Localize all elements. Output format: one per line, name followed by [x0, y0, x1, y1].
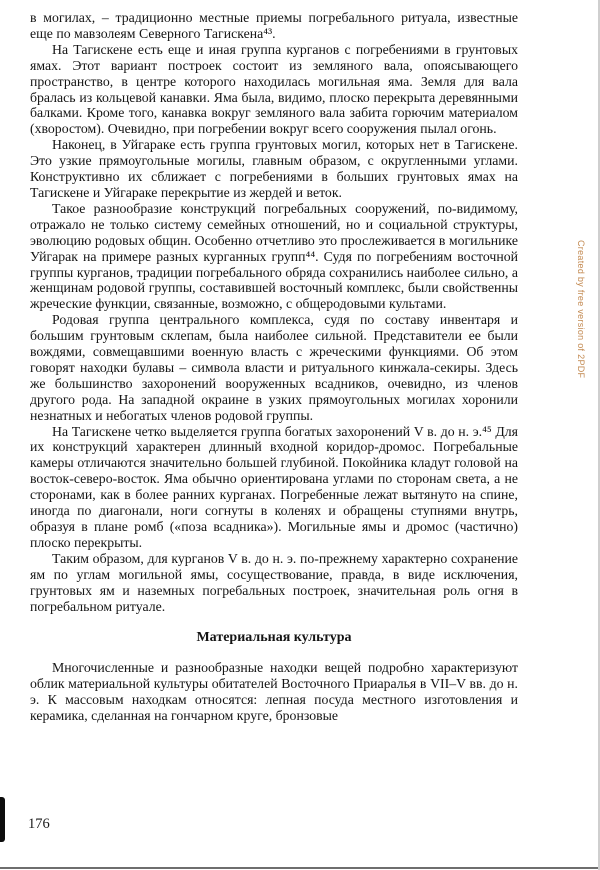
- section-heading: Материальная культура: [196, 630, 352, 646]
- scan-artifact-left-edge: [0, 797, 5, 842]
- scan-edge-bottom: [0, 867, 600, 869]
- page-number: 176: [28, 816, 50, 832]
- text-block: [30, 10, 518, 724]
- watermark-text: Created by free version of 2PDF: [576, 240, 586, 379]
- paragraph: Таким образом, для курганов V в. до н. э. по-прежнему характерно сохранение ям по углам могильной ямы, сосуществование, правда, в виде исключения, грунтовых ям и наземных погребальных построек, значительная роль огня в погребальном ритуале.: [30, 550, 518, 614]
- paragraph: Наконец, в Уйгараке есть группа грунтовых могил, которых нет в Тагискене. Это узкие прямоугольные могилы, главным образом, с округленными углами. Конструктивно их сближает с погребениями в больших грунтовых ямах на Тагискене и Уйгараке перекрытие из жердей и веток.: [30, 137, 518, 200]
- paragraph: Такое разнообразие конструкций погребальных сооружений, по-видимому, отражало не только систему семейных отношений, но и социальной структуры, эволюцию родовых общин. Особенно отчетливо это прослеживается в могильнике Уйгарак на примере разных курганных групп⁴⁴. Судя по погребениям восточной группы курганов, традиции погребального обряда сохранились наиболее сильно, а женщинам родовой группы, составившей восточный комплекс, были свойственны жреческие функции, связанные, возможно, с общеродовыми культами.: [30, 200, 518, 312]
- paragraph: в могилах, – традиционно местные приемы погребального ритуала, известные еще по мавзолеям Северного Тагискена⁴³.: [30, 10, 518, 41]
- paragraph: Родовая группа центрального комплекса, судя по составу инвентаря и большим грунтовым склепам, была наиболее сильной. Представители ее были вождями, совмещавшими военную власть с жреческими функциями. Об этом говорят находки булавы – символа власти и ритуального кинжала-секиры. Здесь же большинство захоронений вооруженных всадников, очевидно, из членов другого рода. На западной окраине в узких прямоугольных могилах хоронили незнатных и небогатых членов родовой группы.: [30, 312, 518, 423]
- paragraph: Многочисленные и разнообразные находки вещей подробно характеризуют облик материальной культуры обитателей Восточного Приаралья в VII–V вв. до н. э. К массовым находкам относятся: лепная посуда местного изготовления и керамика, сделанная на гончарном круге, бронзовые: [30, 660, 518, 724]
- paragraph: На Тагискене есть еще и иная группа курганов с погребениями в грунтовых ямах. Этот вариант построек состоит из земляного вала, опоясывающего пространство, в центре которого находилась могильная яма. Земля для вала бралась из кольцевой канавки. Яма была, видимо, плоско перекрыта деревянными балками. Кроме того, канавка вокруг земляного вала забита горючим материалом (хворостом). Очевидно, при погребении вокруг всего сооружения пылал огонь.: [30, 41, 518, 137]
- paragraph: На Тагискене четко выделяется группа богатых захоронений V в. до н. э.⁴⁵ Для их конструкций характерен длинный входной коридор-дромос. Погребальные камеры отличаются значительно большей глубиной. Покойника кладут головой на восток-северо-восток. Яма обычно ориентирована углами по сторонам света, а не сторонами, как в более ранних курганах. Погребенные лежат вытянуто на спине, иногда по диагонали, ноги согнуты в коленях и обращены ступнями внутрь, образуя в плане ромб («поза всадника»). Могильные ямы и дромос (частично) плоско перекрыты.: [30, 423, 518, 550]
